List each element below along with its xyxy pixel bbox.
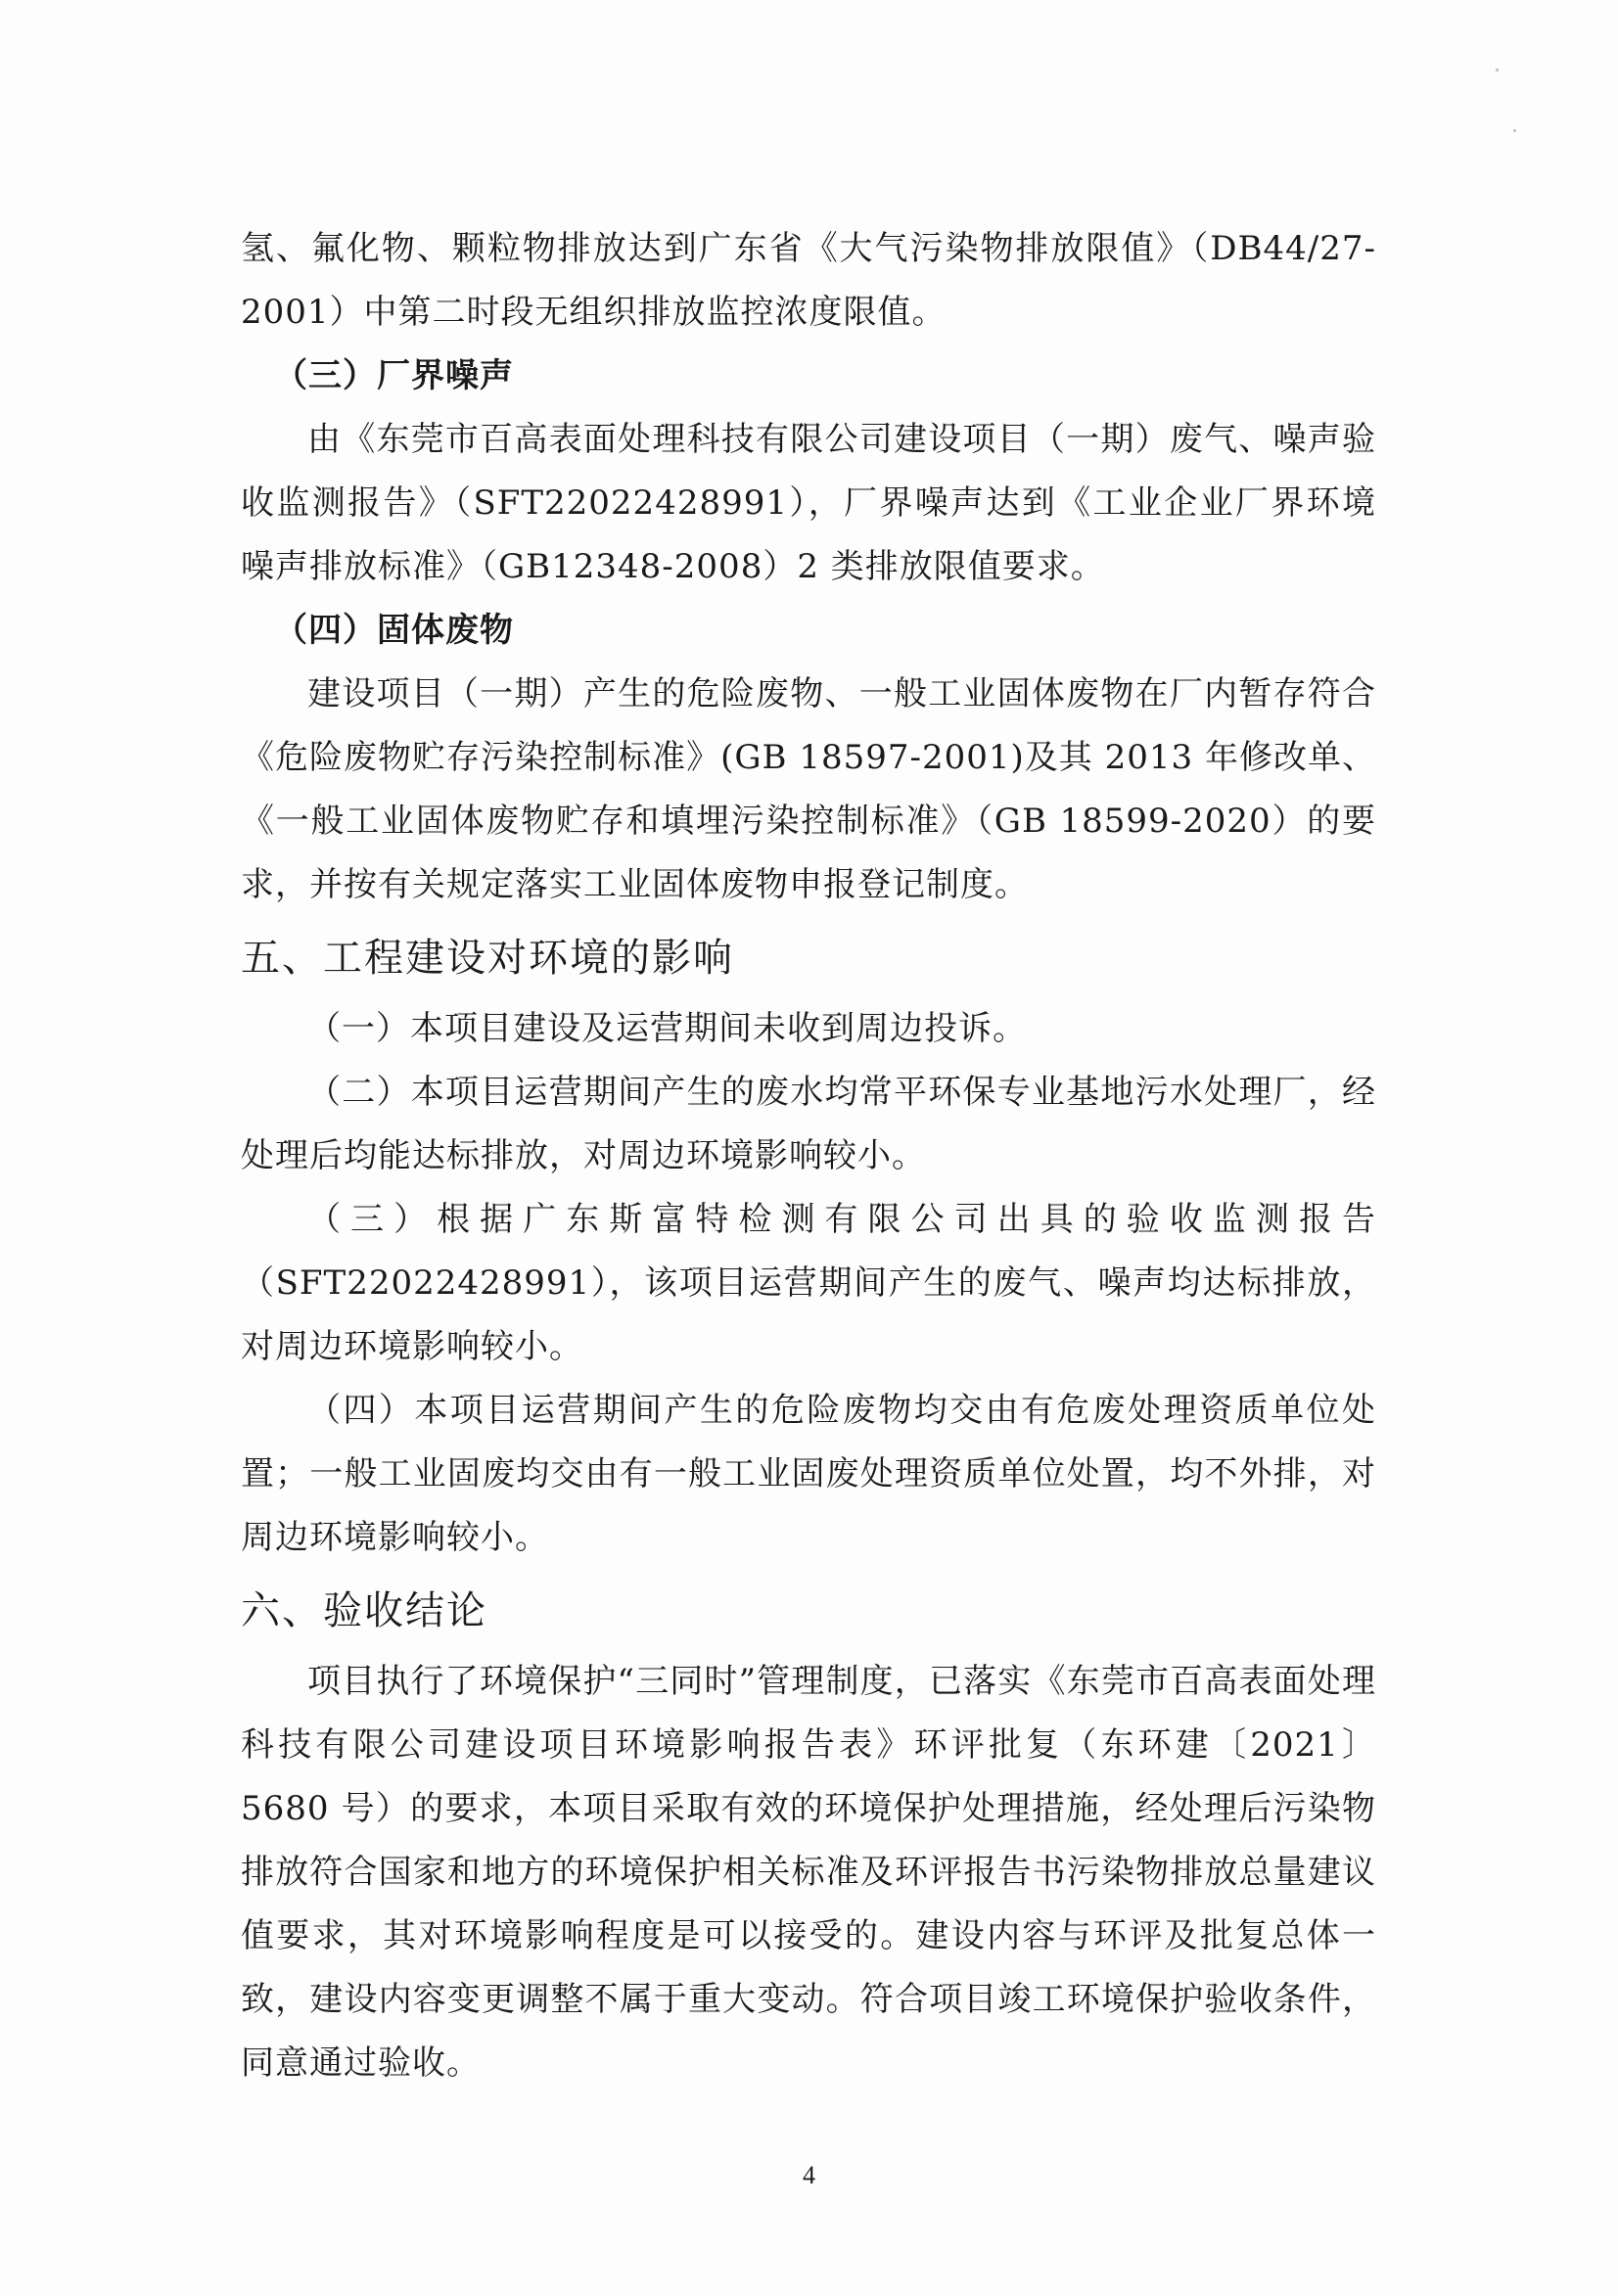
impact-item: （四）本项目运营期间产生的危险废物均交由有危废处理资质单位处置；一般工业固废均交由有一般工业固废处理资质单位处置，均不外排，对周边环境影响较小。 (241, 1391, 1376, 1557)
section-heading-acceptance-conclusion: 六、验收结论 (241, 1588, 487, 1633)
scan-speck (1513, 129, 1516, 132)
section-heading-environmental-impact: 五、工程建设对环境的影响 (241, 936, 734, 981)
impact-item: （二）本项目运营期间产生的废水均常平环保专业基地污水处理厂，经处理后均能达标排放，对周边环境影响较小。 (241, 1073, 1376, 1175)
subsection-heading-noise: （三）厂界噪声 (274, 356, 514, 395)
noise-paragraph: 由《东莞市百高表面处理科技有限公司建设项目（一期）废气、噪声验收监测报告》（SFT22022428991），厂界噪声达到《工业企业厂界环境噪声排放标准》（GB12348-2008）2 类排放限值要求。 (241, 420, 1376, 586)
page-number: 4 (803, 2161, 815, 2189)
impact-item: （一）本项目建设及运营期间未收到周边投诉。 (307, 1009, 1027, 1048)
impact-item: （三）根据广东斯富特检测有限公司出具的验收监测报告（SFT22022428991），该项目运营期间产生的废气、噪声均达标排放，对周边环境影响较小。 (241, 1200, 1376, 1366)
document-body (241, 217, 1376, 2095)
subsection-heading-solid-waste: （四）固体废物 (274, 611, 514, 650)
solid-waste-paragraph: 建设项目（一期）产生的危险废物、一般工业固体废物在厂内暂存符合《危险废物贮存污染控制标准》(GB 18597-2001)及其 2013 年修改单、《一般工业固体废物贮存和填埋污染控制标准》（GB 18599-2020）的要求，并按有关规定落实工业固体废物申报登记制度。 (241, 674, 1376, 904)
continued-paragraph: 氢、氟化物、颗粒物排放达到广东省《大气污染物排放限值》（DB44/27-2001）中第二时段无组织排放监控浓度限值。 (241, 229, 1376, 332)
conclusion-paragraph: 项目执行了环境保护“三同时”管理制度，已落实《东莞市百高表面处理科技有限公司建设项目环境影响报告表》环评批复（东环建〔2021〕5680 号）的要求，本项目采取有效的环境保护处理措施，经处理后污染物排放符合国家和地方的环境保护相关标准及环评报告书污染物排放总量建议值要求，其对环境影响程度是可以接受的。建设内容与环评及批复总体一致，建设内容变更调整不属于重大变动。符合项目竣工环境保护验收条件，同意通过验收。 (241, 1662, 1376, 2083)
scan-speck (1496, 69, 1499, 71)
